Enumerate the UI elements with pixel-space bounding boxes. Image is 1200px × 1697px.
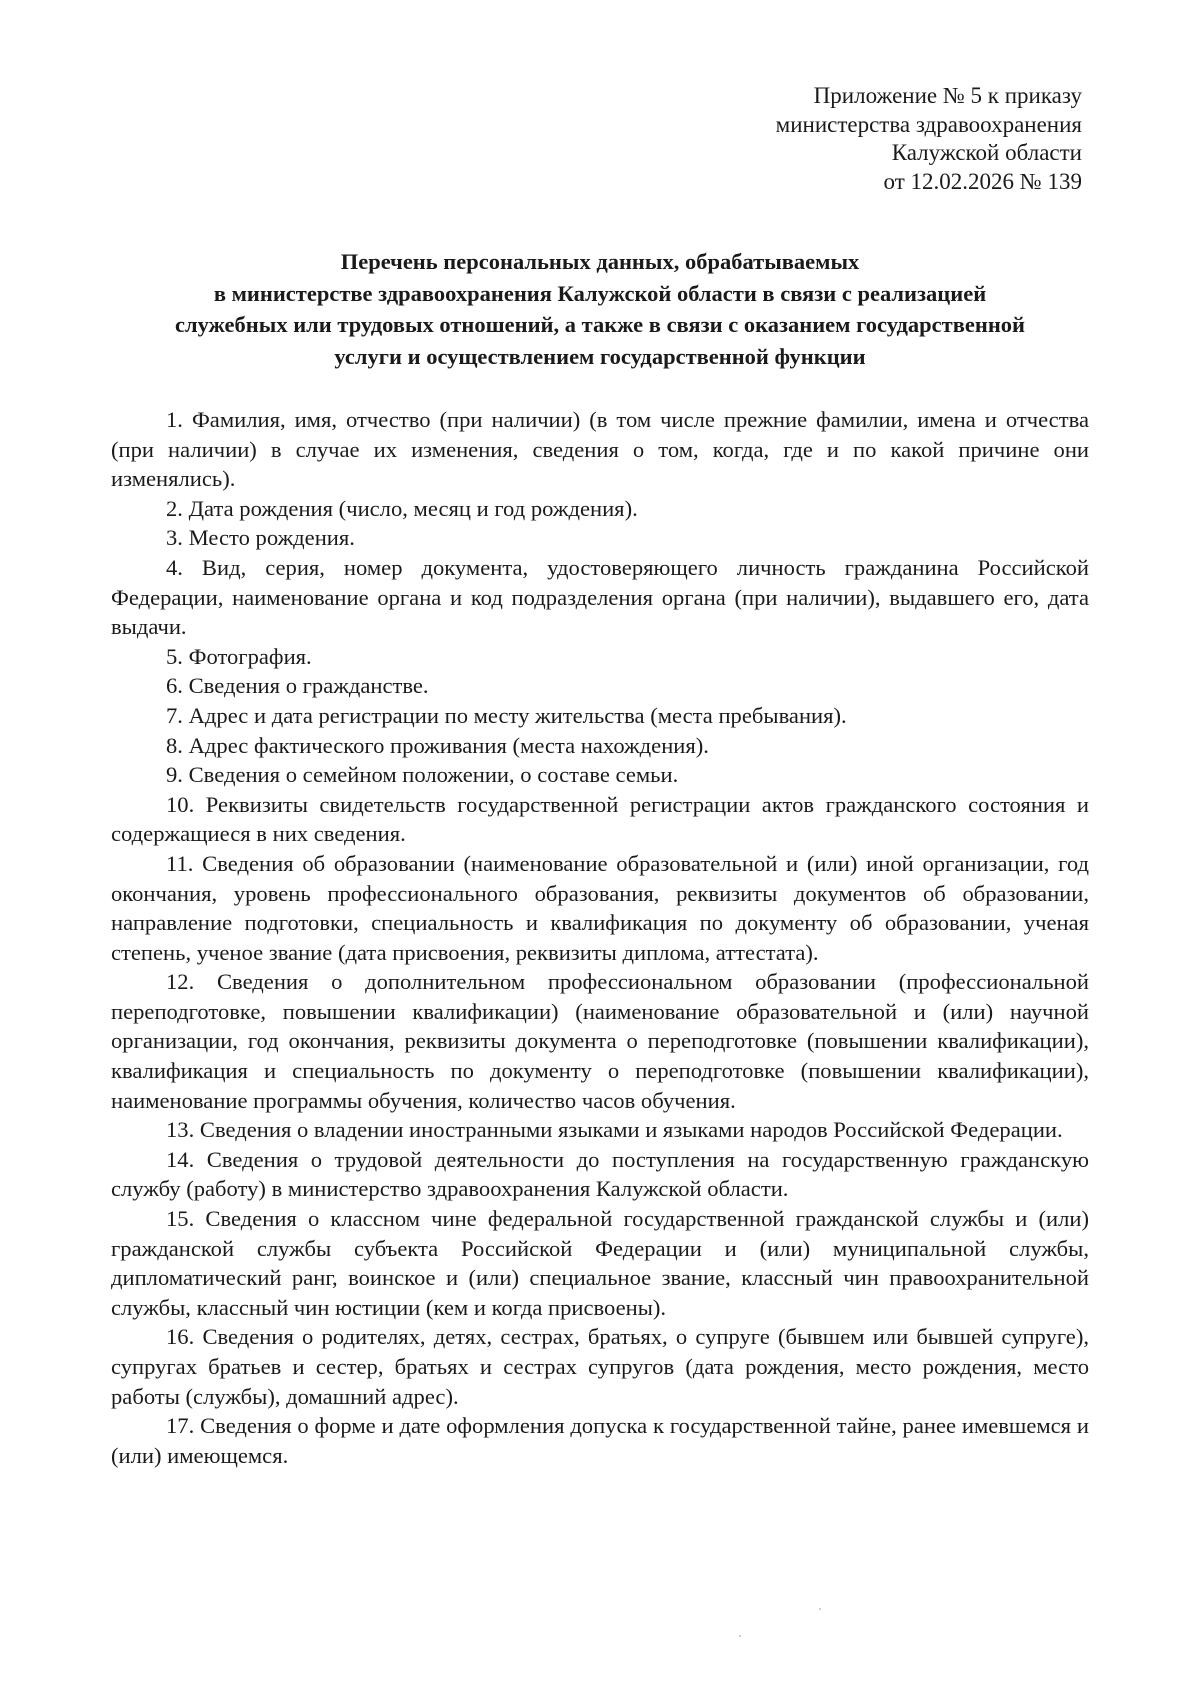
title-line: услуги и осуществлением государственной функции <box>334 343 866 369</box>
document-title <box>110 246 1090 372</box>
list-item <box>111 731 1089 761</box>
item-text: Место рождения. <box>188 525 355 551</box>
appendix-header <box>562 82 1082 196</box>
header-line: от 12.02.2026 № 139 <box>883 168 1082 194</box>
title-line: Перечень персональных данных, обрабатываемых <box>340 249 860 274</box>
item-number: 8. <box>166 732 183 758</box>
item-text: Сведения о владении иностранными языками и языками народов Российской Федерации. <box>199 1117 1063 1143</box>
item-text: Реквизиты свидетельств государственной регистрации актов гражданского состояния и содержащиеся в них сведения. <box>111 791 1090 847</box>
item-text: Вид, серия, номер документа, удостоверяющего личность гражданина Российской Федерации, наименование органа и код подразделения органа (при наличии), выдавшего его, дата выдачи. <box>111 554 1089 640</box>
item-text: Сведения о форме и дате оформления допуска к государственной тайне, ранее имевшемся и (или) имеющемся. <box>111 1413 1089 1468</box>
item-text: Сведения об образовании (наименование образовательной и (или) иной организации, год окончания, уровень профессионального образования, реквизиты документов об образовании, направление подготовки, специальность и квалификация по документу об образовании, ученая степень, ученое звание (дата присвоения, реквизиты диплома, аттестата). <box>111 850 1089 965</box>
item-number: 3. <box>166 525 183 551</box>
item-text: Сведения о трудовой деятельности до поступления на государственную гражданскую службу (работу) в министерство здравоохранения Калужской области. <box>111 1146 1089 1202</box>
list-item <box>111 1322 1089 1411</box>
item-number: 16. <box>166 1324 195 1350</box>
item-text: Адрес фактического проживания (места нахождения). <box>188 732 709 758</box>
list-item <box>111 790 1089 849</box>
item-text: Сведения о семейном положении, о составе семьи. <box>188 762 679 788</box>
header-line: Приложение № 5 к приказу <box>813 83 1082 108</box>
list-item <box>111 967 1089 1115</box>
scan-speck <box>819 1608 821 1610</box>
item-text: Адрес и дата регистрации по месту жительства (места пребывания). <box>188 702 847 728</box>
scan-speck <box>739 1635 741 1637</box>
list-item <box>111 849 1089 967</box>
header-line: Калужской области <box>891 140 1082 165</box>
item-number: 5. <box>166 643 183 669</box>
item-number: 17. <box>166 1413 195 1439</box>
item-text: Сведения о дополнительном профессиональном образовании (профессиональной переподготовке, повышении квалификации) (наименование образовательной и (или) научной организации, год окончания, реквизиты документа о переподготовке (повышении квалификации), квалификация и специальность по документу о переподготовке (повышении квалификации), наименование программы обучения, количество часов обучения. <box>111 969 1089 1113</box>
item-number: 13. <box>166 1117 195 1143</box>
list-item <box>111 494 1089 524</box>
list-item <box>111 760 1089 790</box>
item-number: 10. <box>166 791 195 817</box>
items-list <box>111 405 1089 1470</box>
item-text: Фамилия, имя, отчество (при наличии) (в том числе прежние фамилии, имена и отчества (при наличии) в случае их изменения, сведения о том, когда, где и по какой причине они изменялись). <box>111 407 1089 492</box>
header-line: министерства здравоохранения <box>775 111 1082 137</box>
list-item <box>111 523 1089 553</box>
list-item <box>111 701 1089 731</box>
list-item <box>111 405 1089 494</box>
item-number: 4. <box>166 554 183 580</box>
item-number: 2. <box>166 495 183 521</box>
list-item <box>111 553 1089 642</box>
item-text: Дата рождения (число, месяц и год рождения). <box>188 495 638 521</box>
item-number: 1. <box>166 407 183 432</box>
item-text: Сведения о классном чине федеральной государственной гражданской службы и (или) гражданской службы субъекта Российской Федерации и (или) муниципальной службы, дипломатический ранг, воинское и (или) специальное звание, классный чин правоохранительной службы, классный чин юстиции (кем и когда присвоены). <box>111 1206 1089 1320</box>
title-line: служебных или трудовых отношений, а также в связи с оказанием государственной <box>174 312 1026 337</box>
item-text: Фотография. <box>188 643 312 669</box>
item-number: 12. <box>166 969 195 995</box>
item-number: 6. <box>166 673 183 699</box>
list-item <box>111 1411 1089 1470</box>
list-item <box>111 1145 1089 1204</box>
item-number: 9. <box>166 762 183 788</box>
list-item <box>111 642 1089 672</box>
item-number: 7. <box>166 702 183 728</box>
item-number: 14. <box>166 1146 195 1172</box>
item-number: 15. <box>166 1206 195 1232</box>
list-item <box>111 1115 1089 1145</box>
list-item <box>111 671 1089 701</box>
list-item <box>111 1204 1089 1322</box>
item-text: Сведения о родителях, детях, сестрах, братьях, о супруге (бывшем или бывшей супруге), супругах братьев и сестер, братьях и сестрах супругов (дата рождения, место рождения, место работы (службы), домашний адрес). <box>111 1324 1089 1409</box>
item-number: 11. <box>166 850 194 876</box>
item-text: Сведения о гражданстве. <box>188 673 429 699</box>
title-line: в министерстве здравоохранения Калужской области в связи с реализацией <box>213 280 987 306</box>
